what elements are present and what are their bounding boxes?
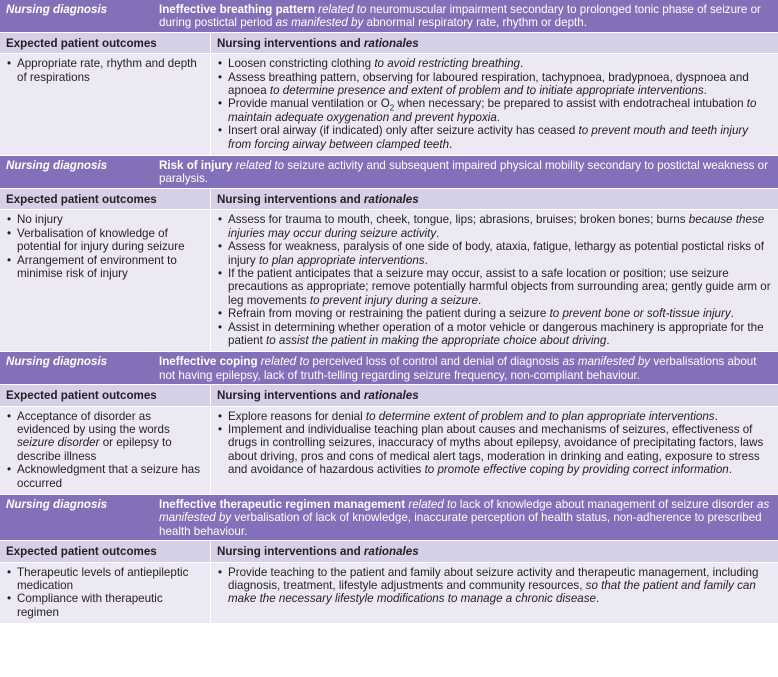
- rationale-text: related to: [314, 3, 370, 16]
- interventions-header-text: Nursing interventions and: [217, 192, 364, 206]
- content-row: [0, 54, 778, 156]
- text-run: Acknowledgment that a seizure has occurred: [17, 463, 201, 490]
- interventions-list: [217, 410, 772, 477]
- text-run: Provide teaching to the patient and family about seizure activity and therapeutic management, including diagnosis, treatment, lifestyle adjustments and community resources,: [228, 565, 759, 593]
- rationale-text: related to: [405, 498, 460, 511]
- outcome-item: • Arrangement of environment to minimise risk of injury: [6, 254, 204, 281]
- nursing-diagnosis-row: [0, 495, 778, 541]
- diagnosis-title: Ineffective breathing pattern: [159, 3, 315, 16]
- intervention-item: [217, 213, 772, 240]
- interventions-header: [211, 541, 778, 561]
- text-run: .: [595, 592, 600, 606]
- nursing-diagnosis-row: [0, 156, 778, 189]
- nursing-diagnosis-text: [155, 156, 778, 188]
- rationale-text: because these injuries may occur during seizure activity: [228, 213, 765, 240]
- outcomes-list: [6, 213, 204, 280]
- text-run: abnormal respiratory rate, rhythm or depth.: [363, 16, 587, 30]
- text-run: Assist in determining whether operation of a motor vehicle or dangerous machinery is appropriate for the patient: [228, 320, 764, 347]
- text-run: or epilepsy to describe illness: [17, 436, 172, 463]
- outcomes-list: [6, 57, 204, 84]
- interventions-header: [211, 189, 778, 209]
- text-run: Assess for weakness, paralysis of one side of body, ataxia, fatigue, lethargy as potential postictal risks of injury: [228, 240, 764, 267]
- text-run: Insert oral airway (if indicated) only after seizure activity has ceased: [228, 124, 579, 138]
- intervention-item: [217, 566, 772, 606]
- intervention-item: [217, 423, 772, 477]
- text-run: Implement and individualise teaching plan about causes and mechanisms of seizures, effectiveness of drugs in controlling seizures, inaccuracy of myths about epilepsy, avoidance of precipitating factors, laws about driving, pros and cons of medical alert tags, moderation in drinking and eating, exposure to stress and avoidance of hazardous activities: [228, 422, 764, 477]
- text-run: lack of knowledge about management of seizure disorder: [459, 498, 758, 511]
- text-run: verbalisations about not having epilepsy, lack of truth-telling regarding seizure frequency, non-compliant behaviour.: [159, 355, 757, 382]
- rationales-header-text: rationales: [363, 389, 419, 403]
- rationales-header-text: rationales: [363, 545, 419, 559]
- nursing-diagnosis-text: [155, 495, 778, 540]
- rationale-text: to determine extent of problem and to plan appropriate interventions: [365, 409, 715, 423]
- text-run: .: [449, 137, 453, 151]
- rationale-text: to determine presence and extent of problem and to initiate appropriate interventions: [269, 84, 704, 98]
- rationale-text: to promote effective coping by providing correct information: [424, 463, 729, 477]
- text-run: Assess breathing pattern, observing for laboured respiration, tachypnoea, bradypnoea, dyspnoea and apnoea: [228, 70, 749, 98]
- nursing-diagnosis-row: [0, 352, 778, 385]
- care-plan-section: [0, 0, 778, 156]
- outcome-item: • Compliance with therapeutic regimen: [6, 592, 204, 619]
- rationale-text: related to: [257, 355, 313, 369]
- column-header-row: [0, 189, 778, 210]
- text-run: .: [714, 409, 718, 423]
- rationale-text: to prevent mouth and teeth injury from forcing airway between clamped teeth: [228, 124, 749, 151]
- interventions-list: [217, 213, 772, 347]
- content-row: [0, 210, 778, 352]
- outcomes-header: Expected patient outcomes: [0, 189, 211, 209]
- text-run: .: [519, 57, 524, 71]
- column-header-row: [0, 385, 778, 406]
- nursing-diagnosis-label: Nursing diagnosis: [6, 355, 108, 369]
- nursing-diagnosis-label: Nursing diagnosis: [6, 159, 108, 173]
- interventions-list: [217, 566, 772, 606]
- outcomes-cell: [0, 407, 211, 494]
- interventions-header: [211, 385, 778, 405]
- care-plan-section: [0, 495, 778, 624]
- rationale-text: as manifested by: [562, 355, 651, 369]
- outcomes-list: [6, 410, 204, 490]
- text-run: .: [436, 226, 440, 240]
- interventions-cell: [211, 407, 778, 494]
- interventions-cell: [211, 210, 778, 351]
- rationale-text: as manifested by: [275, 16, 364, 30]
- text-run: seizure activity and subsequent impaired physical mobility secondary to postictal weakness or paralysis.: [159, 159, 768, 186]
- text-run: Refrain from moving or restraining the patient during a seizure: [228, 307, 550, 321]
- intervention-item: [217, 410, 772, 423]
- rationale-text: to assist the patient in making the appropriate choice about driving: [266, 333, 607, 347]
- text-run: .: [728, 463, 732, 477]
- nursing-diagnosis-label: Nursing diagnosis: [6, 498, 108, 511]
- interventions-header: [211, 33, 778, 53]
- text-run: .: [703, 84, 707, 98]
- intervention-item: [217, 321, 772, 348]
- text-run: .: [424, 253, 428, 267]
- intervention-item: [217, 71, 772, 98]
- interventions-header-text: Nursing interventions and: [217, 36, 364, 50]
- nursing-diagnosis-label: Nursing diagnosis: [6, 3, 108, 16]
- text-run: Acceptance of disorder as evidenced by using the words: [17, 409, 170, 436]
- text-run: neuromuscular impairment secondary to prolonged tonic phase of seizure or during postictal period: [159, 3, 761, 30]
- column-header-row: [0, 541, 778, 562]
- text-run: .: [606, 333, 610, 347]
- outcomes-cell: [0, 210, 211, 351]
- interventions-list: [217, 57, 772, 151]
- rationale-text: to prevent injury during a seizure: [309, 293, 479, 307]
- text-run: Loosen constricting clothing: [228, 57, 375, 71]
- outcomes-cell: [0, 563, 211, 624]
- intervention-item: [217, 97, 772, 124]
- outcome-item: • Therapeutic levels of antiepileptic medication: [6, 566, 204, 593]
- rationale-text: seizure disorder: [17, 436, 100, 450]
- diagnosis-title: Ineffective coping: [159, 355, 258, 369]
- content-row: [0, 407, 778, 495]
- text-run: perceived loss of control and denial of diagnosis: [312, 355, 563, 369]
- nursing-diagnosis-text: [155, 352, 778, 384]
- text-run: .: [496, 110, 501, 124]
- care-plan-section: [0, 352, 778, 495]
- rationale-text: to prevent bone or soft-tissue injury: [549, 307, 731, 321]
- care-plan-section: [0, 156, 778, 352]
- rationale-text: to maintain adequate oxygenation and prevent hypoxia: [228, 97, 757, 124]
- outcomes-cell: [0, 54, 211, 155]
- outcome-item: • Appropriate rate, rhythm and depth of respirations: [6, 57, 204, 84]
- outcome-item: [6, 463, 204, 490]
- outcomes-list: [6, 566, 204, 620]
- outcomes-header: Expected patient outcomes: [0, 33, 211, 53]
- text-run: when necessary; be prepared to assist with endotracheal intubation: [394, 97, 747, 111]
- column-header-row: [0, 33, 778, 54]
- interventions-cell: [211, 54, 778, 155]
- interventions-header-text: Nursing interventions and: [217, 545, 364, 559]
- interventions-header-text: Nursing interventions and: [217, 389, 364, 403]
- rationale-text: so that the patient and family can make the necessary lifestyle modifications to manage a chronic disease: [228, 579, 756, 606]
- rationale-text: to plan appropriate interventions: [258, 253, 425, 267]
- nursing-diagnosis-row: [0, 0, 778, 33]
- content-row: [0, 563, 778, 625]
- text-run: .: [730, 307, 734, 321]
- text-run: .: [478, 293, 482, 307]
- nursing-diagnosis-text: [155, 0, 778, 32]
- text-run: Assess for trauma to mouth, cheek, tongue, lips; abrasions, bruises; broken bones; burns: [228, 213, 689, 227]
- outcome-item: [6, 410, 204, 464]
- intervention-item: [217, 240, 772, 267]
- rationale-text: as manifested by: [159, 498, 770, 525]
- outcomes-header: Expected patient outcomes: [0, 385, 211, 405]
- outcome-item: • No injury: [6, 213, 204, 226]
- diagnosis-description: [159, 159, 768, 185]
- rationales-header-text: rationales: [363, 36, 419, 50]
- rationales-header-text: rationales: [363, 192, 419, 206]
- interventions-cell: [211, 563, 778, 624]
- intervention-item: [217, 267, 772, 307]
- intervention-item: [217, 124, 772, 151]
- text-run: 2: [389, 103, 395, 113]
- rationale-text: to avoid restricting breathing: [374, 57, 520, 71]
- text-run: Explore reasons for denial: [228, 409, 366, 423]
- diagnosis-title: Ineffective therapeutic regimen management: [159, 498, 406, 511]
- outcome-item: • Verbalisation of knowledge of potential for injury during seizure: [6, 227, 204, 254]
- text-run: verbalisation of lack of knowledge, inaccurate perception of health status, non-adherence to prescribed health behaviour.: [159, 511, 762, 538]
- intervention-item: [217, 57, 772, 70]
- text-run: Provide manual ventilation or O: [228, 97, 390, 111]
- diagnosis-title: Risk of injury: [159, 159, 233, 173]
- rationale-text: related to: [232, 159, 288, 173]
- intervention-item: [217, 307, 772, 320]
- text-run: If the patient anticipates that a seizure may occur, assist to a safe location or position; use seizure precautions as appropriate; remove potentially harmful objects from surrounding area; gently guide arm or leg movements: [228, 266, 771, 307]
- outcomes-header: Expected patient outcomes: [0, 541, 211, 561]
